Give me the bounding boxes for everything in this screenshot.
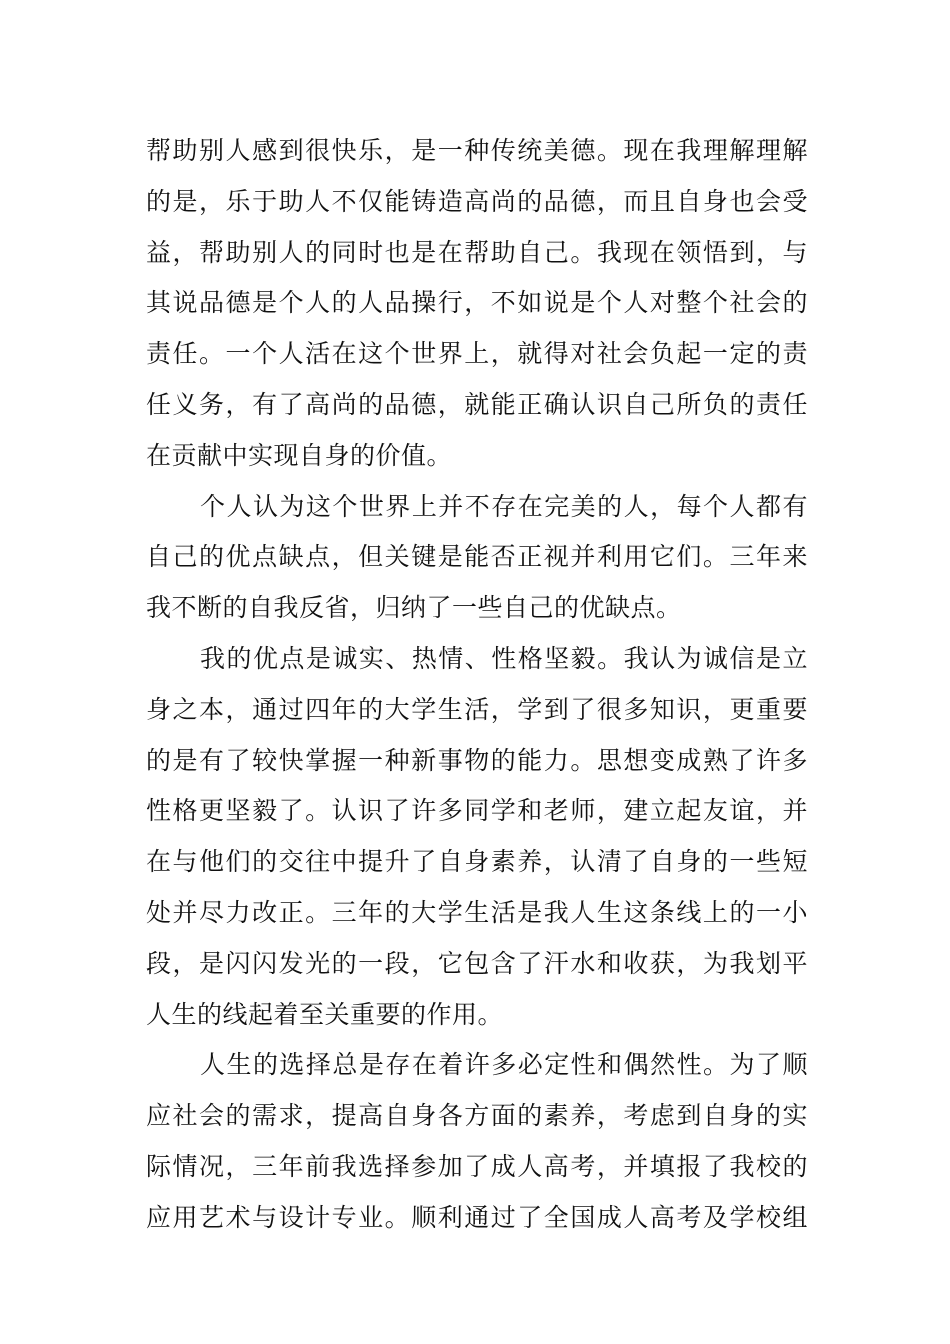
text-line: 应社会的需求，提高自身各方面的素养，考虑到自身的实 <box>146 1101 808 1131</box>
text-line: 其说品德是个人的人品操行，不如说是个人对整个社会的 <box>146 288 808 318</box>
paragraph-last-line: 我不断的自我反省，归纳了一些自己的优缺点。 <box>146 593 682 623</box>
paragraph-first-line: 个人认为这个世界上并不存在完美的人，每个人都有 <box>200 491 808 521</box>
text-line: 性格更坚毅了。认识了许多同学和老师，建立起友谊，并 <box>146 796 808 826</box>
text-line: 责任。一个人活在这个世界上，就得对社会负起一定的责 <box>146 339 808 369</box>
text-line: 任义务，有了高尚的品德，就能正确认识自己所负的责任 <box>146 389 808 419</box>
text-line: 自己的优点缺点，但关键是能否正视并利用它们。三年来 <box>146 542 808 572</box>
text-line: 帮助别人感到很快乐，是一种传统美德。现在我理解理解 <box>146 136 808 165</box>
paragraph-first-line: 人生的选择总是存在着许多必定性和偶然性。为了顺 <box>200 1050 808 1080</box>
text-line: 益，帮助别人的同时也是在帮助自己。我现在领悟到，与 <box>146 237 808 267</box>
text-line: 际情况，三年前我选择参加了成人高考，并填报了我校的 <box>146 1151 808 1181</box>
paragraph-first-line: 我的优点是诚实、热情、性格坚毅。我认为诚信是立 <box>200 643 808 673</box>
paragraph-last-line: 在贡献中实现自身的价值。 <box>146 440 453 470</box>
text-line: 的是，乐于助人不仅能铸造高尚的品德，而且自身也会受 <box>146 186 808 216</box>
text-line: 的是有了较快掌握一种新事物的能力。思想变成熟了许多 <box>146 745 808 775</box>
text-line: 应用艺术与设计专业。顺利通过了全国成人高考及学校组 <box>146 1202 808 1232</box>
text-line: 身之本，通过四年的大学生活，学到了很多知识，更重要 <box>146 694 808 724</box>
text-line: 处并尽力改正。三年的大学生活是我人生这条线上的一小 <box>146 897 808 927</box>
paragraph-last-line: 人生的线起着至关重要的作用。 <box>146 999 504 1029</box>
text-line: 段，是闪闪发光的一段，它包含了汗水和收获，为我划平 <box>146 948 808 978</box>
text-line: 在与他们的交往中提升了自身素养，认清了自身的一些短 <box>146 847 808 877</box>
document-body <box>146 126 808 1244</box>
